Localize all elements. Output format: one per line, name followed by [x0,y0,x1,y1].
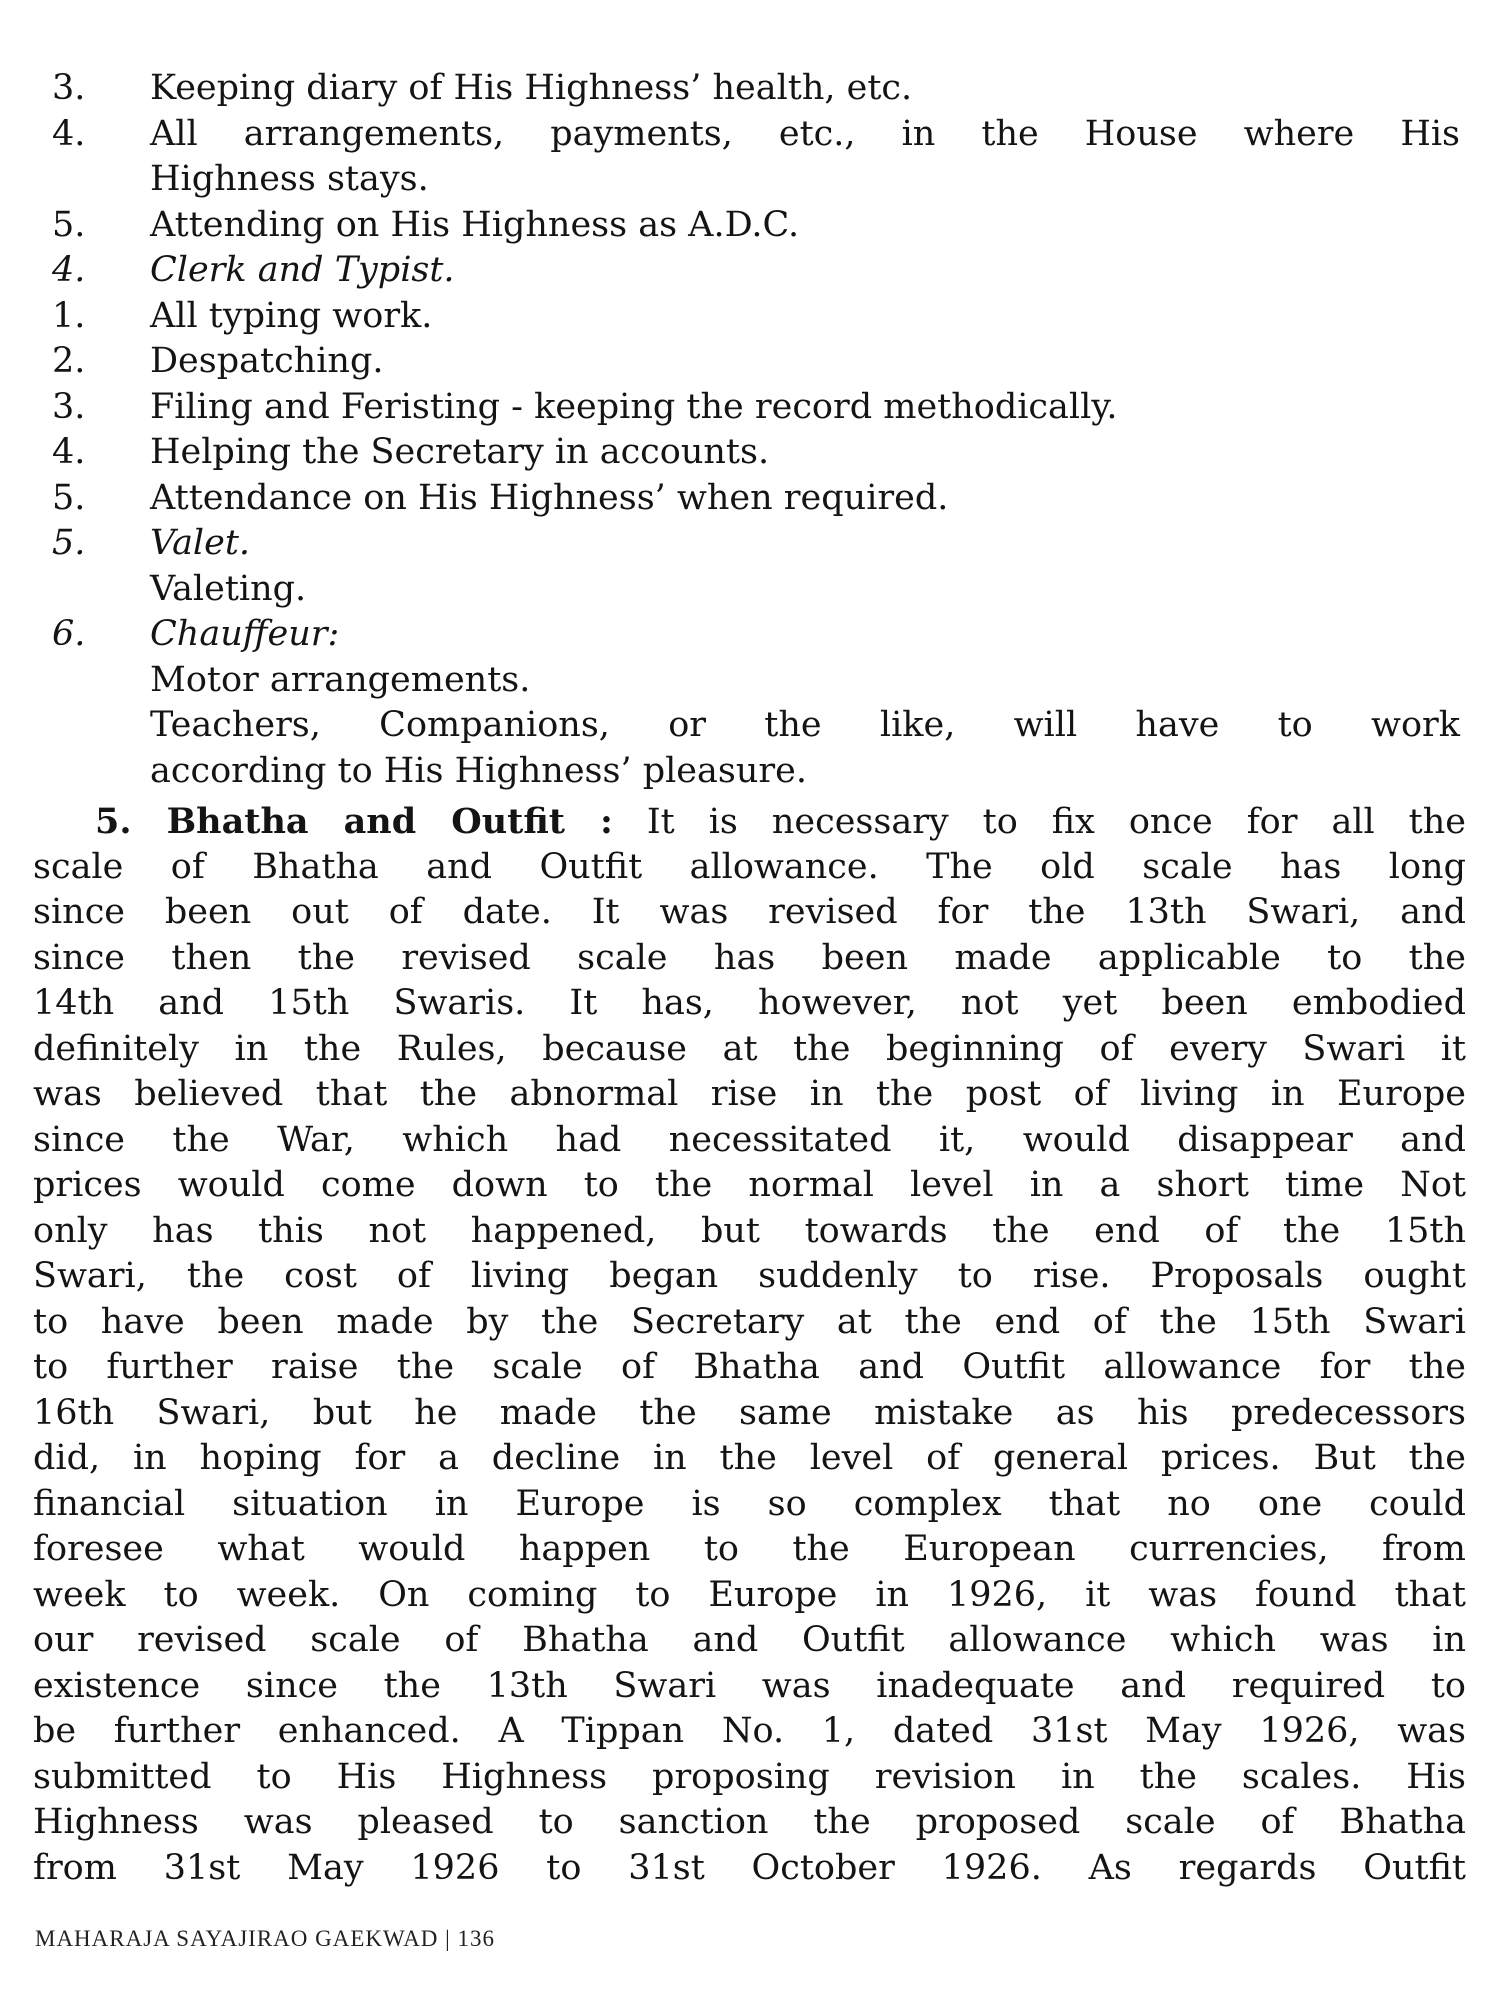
paragraph-line: did, in hoping for a decline in the level of general prices. But the [33,1438,1466,1478]
list-text: Keeping diary of His Highness’ health, etc. [150,68,913,108]
list-text: Highness stays. [150,159,429,199]
list-item [0,476,1500,522]
list-item [0,703,1500,749]
list-item [0,112,1500,158]
paragraph-line: foresee what would happen to the European currencies, from [33,1529,1466,1569]
section-paragraph [33,799,1466,1891]
list-item [0,749,1500,795]
paragraph-line: since then the revised scale has been made applicable to the [33,937,1466,978]
list-item [0,430,1500,476]
list-number: 5. [52,204,86,245]
paragraph-line: 16th Swari, but he made the same mistake as his predecessors [33,1392,1466,1433]
paragraph-line: from 31st May 1926 to 31st October 1926. As regards Outfit [33,1847,1466,1888]
list-text: All arrangements, payments, etc., in the House where His [150,113,1460,154]
list-text: Teachers, Companions, or the like, will have to work [150,705,1460,745]
list-number: 4. [52,113,86,154]
paragraph-line: only has this not happened, but towards the end of the 15th [33,1210,1466,1251]
paragraph-line: week to week. On coming to Europe in 1926, it was found that [33,1574,1466,1615]
list-number: 5. [52,523,86,563]
list-number: 6. [52,614,86,654]
duties-list [0,66,1500,794]
paragraph-line: Highness was pleased to sanction the proposed scale of Bhatha [33,1802,1466,1842]
list-text: Despatching. [150,341,384,381]
paragraph-line: Swari, the cost of living began suddenly to rise. Proposals ought [33,1256,1466,1296]
paragraph-line: since the War, which had necessitated it, would disappear and [33,1119,1466,1160]
list-text: All typing work. [150,295,433,336]
list-number: 2. [52,341,86,381]
section-heading: 5. Bhatha and Outfit : [95,801,613,842]
paragraph-line: was believed that the abnormal rise in the post of living in Europe [33,1074,1466,1114]
list-text: Motor arrangements. [150,659,531,700]
paragraph-line: existence since the 13th Swari was inadequate and required to [33,1665,1466,1706]
list-number: 3. [52,68,86,108]
list-text: Helping the Secretary in accounts. [150,432,770,472]
paragraph-line: to further raise the scale of Bhatha and Outfit allowance for the [33,1347,1466,1387]
list-text: Chauffeur: [150,614,340,654]
paragraph-line: submitted to His Highness proposing revision in the scales. His [33,1756,1466,1797]
list-number: 5. [52,477,86,518]
paragraph-line: our revised scale of Bhatha and Outfit allowance which was in [33,1620,1466,1660]
paragraph-line: since been out of date. It was revised for the 13th Swari, and [33,892,1466,932]
paragraph-line: prices would come down to the normal level in a short time Not [33,1165,1466,1205]
page-footer: MAHARAJA SAYAJIRAO GAEKWAD | 136 [35,1926,496,1951]
list-text: Filing and Feristing - keeping the record methodically. [150,386,1118,427]
list-text: Attendance on His Highness’ when required. [150,477,949,518]
paragraph-line: be further enhanced. A Tippan No. 1, dated 31st May 1926, was [33,1711,1466,1751]
list-item [0,339,1500,385]
list-text: Clerk and Typist. [150,250,455,290]
list-item [0,658,1500,704]
list-number: 1. [52,295,86,336]
list-item [0,66,1500,112]
list-number: 3. [52,386,86,427]
list-number: 4. [52,432,86,472]
list-item [0,567,1500,613]
list-item [0,203,1500,249]
list-item [0,294,1500,340]
paragraph-line [33,799,1466,845]
list-subheading [0,612,1500,658]
list-text: Attending on His Highness as A.D.C. [150,204,800,245]
list-text: Valet. [150,523,251,563]
paragraph-line: to have been made by the Secretary at the end of the 15th Swari [33,1301,1466,1342]
paragraph-text: It is necessary to fix once for all the [646,802,1466,842]
paragraph-line: scale of Bhatha and Outfit allowance. The old scale has long [33,846,1466,887]
list-text: according to His Highness’ pleasure. [150,750,807,791]
list-text: Valeting. [150,568,307,609]
list-subheading [0,248,1500,294]
list-subheading [0,521,1500,567]
list-item [0,157,1500,203]
list-item [0,385,1500,431]
paragraph-line: 14th and 15th Swaris. It has, however, not yet been embodied [33,983,1466,1023]
paragraph-line: financial situation in Europe is so complex that no one could [33,1483,1466,1524]
list-number: 4. [52,250,86,290]
paragraph-line: definitely in the Rules, because at the beginning of every Swari it [33,1028,1466,1069]
